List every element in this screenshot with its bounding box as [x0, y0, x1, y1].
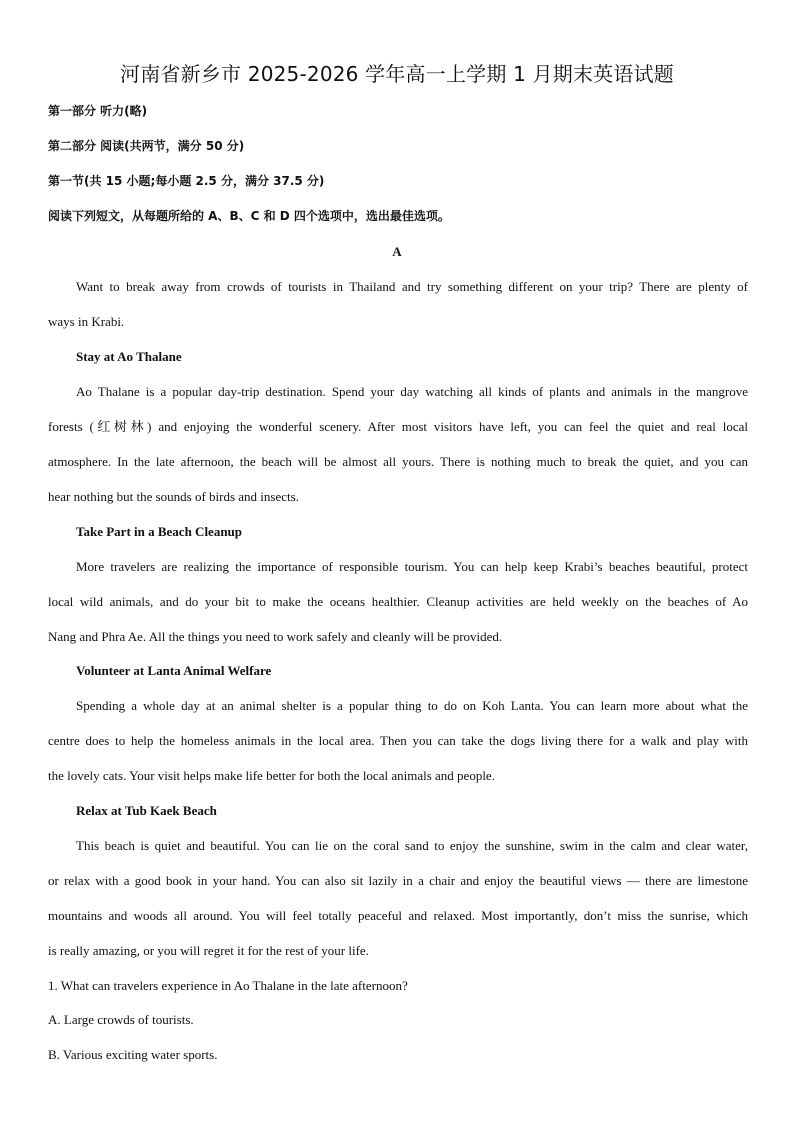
part2-heading: 第二部分 阅读(共两节，满分 50 分) [48, 139, 245, 153]
paragraph-line: is really amazing, or you will regret it for the rest of your life. [48, 943, 369, 958]
section-heading: Take Part in a Beach Cleanup [76, 524, 243, 539]
paragraph-line: More travelers are realizing the importance of responsible tourism. You can help keep Krabi’s beaches beautiful, protect [76, 559, 748, 574]
paragraph-line: Spending a whole day at an animal shelter is a popular thing to do on Koh Lanta. You can learn more about what the [76, 698, 748, 713]
paragraph-line: centre does to help the homeless animals in the local area. Then you can take the dogs living there for a walk and play with [48, 733, 748, 748]
part1-heading: 第一部分 听力(略) [48, 104, 148, 118]
paragraph-line: forests (红树林) and enjoying the wonderful scenery. After most visitors have left, you can feel the quiet and real local [48, 419, 748, 434]
section-heading: Volunteer at Lanta Animal Welfare [76, 663, 272, 678]
section-heading: Relax at Tub Kaek Beach [76, 803, 217, 818]
paragraph-line: the lovely cats. Your visit helps make life better for both the local animals and people. [48, 768, 495, 783]
paragraph-line: Ao Thalane is a popular day-trip destination. Spend your day watching all kinds of plants and animals in the mangrove [76, 384, 748, 399]
paragraph-line: or relax with a good book in your hand. You can also sit lazily in a chair and enjoy the beautiful views — there are limestone [48, 873, 748, 888]
question-text: 1. What can travelers experience in Ao Thalane in the late afternoon? [48, 978, 408, 993]
instruction-text: 阅读下列短文，从每题所给的 A、B、C 和 D 四个选项中，选出最佳选项。 [48, 209, 450, 223]
section-heading: Stay at Ao Thalane [76, 349, 182, 364]
section1-heading: 第一节(共 15 小题;每小题 2.5 分，满分 37.5 分) [48, 174, 325, 188]
paragraph-line: Nang and Phra Ae. All the things you need to work safely and cleanly will be provided. [48, 629, 503, 644]
answer-option: B. Various exciting water sports. [48, 1047, 218, 1062]
paragraph-line: This beach is quiet and beautiful. You can lie on the coral sand to enjoy the sunshine, swim in the calm and clear water, [76, 838, 748, 853]
answer-option: A. Large crowds of tourists. [48, 1012, 194, 1027]
paragraph-line: ways in Krabi. [48, 314, 125, 329]
paragraph-line: mountains and woods all around. You will feel totally peaceful and relaxed. Most importantly, don’t miss the sunrise, which [48, 908, 748, 923]
paragraph-line: local wild animals, and do your bit to make the oceans healthier. Cleanup activities are held weekly on the beaches of Ao [48, 594, 748, 609]
paragraph-line: Want to break away from crowds of tourists in Thailand and try something different on your trip? There are plenty of [76, 279, 748, 294]
paragraph-line: hear nothing but the sounds of birds and insects. [48, 489, 299, 504]
paragraph-line: atmosphere. In the late afternoon, the beach will be almost all yours. There is nothing much to break the quiet, and you can [48, 454, 748, 469]
passage-label: A [392, 244, 402, 259]
page-title: 河南省新乡市 2025-2026 学年高一上学期 1 月期末英语试题 [120, 62, 674, 86]
